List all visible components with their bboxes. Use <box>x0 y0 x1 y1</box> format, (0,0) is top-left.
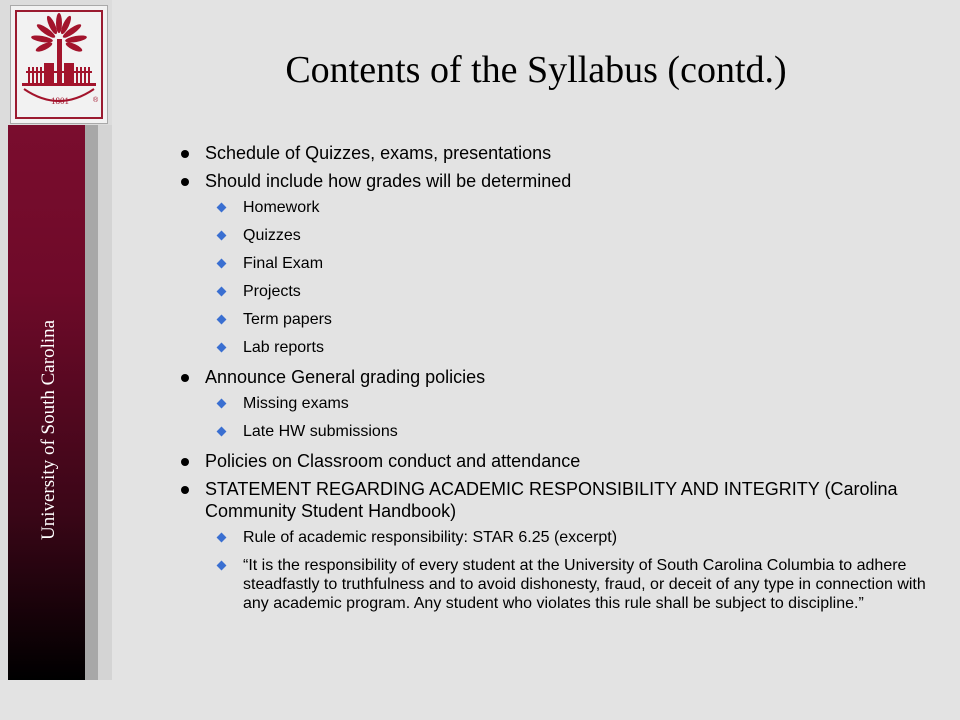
bullet-text: Should include how grades will be determined <box>205 171 572 191</box>
diamond-bullet-icon <box>217 533 227 543</box>
bullet-text: Policies on Classroom conduct and attendance <box>205 451 581 471</box>
bullet-schedule <box>174 142 954 164</box>
logo-registered-mark: ® <box>93 97 99 104</box>
sub-bullet-text: Homework <box>243 199 320 216</box>
university-name: University of South Carolina <box>38 319 59 540</box>
diamond-bullet-icon <box>217 399 227 409</box>
diamond-bullet-icon <box>217 203 227 213</box>
sub-bullet-text: Projects <box>243 283 301 300</box>
sub-bullet-quizzes <box>174 226 954 245</box>
bullet-dot-icon <box>181 486 189 494</box>
bullet-conduct <box>174 450 954 472</box>
slide-title: Contents of the Syllabus (contd.) <box>285 49 787 91</box>
bullet-dot-icon <box>181 374 189 382</box>
bullet-grades <box>174 170 954 192</box>
bullet-dot-icon <box>181 150 189 158</box>
sidebar <box>0 0 112 680</box>
sub-bullet-text: Quizzes <box>243 227 301 244</box>
university-logo <box>10 5 108 124</box>
light-side-strip <box>98 125 112 680</box>
sub-bullet-missing-exams <box>174 394 954 413</box>
sub-bullet-text: Rule of academic responsibility: STAR 6.25 (excerpt) <box>243 529 618 546</box>
sub-bullet-projects <box>174 282 954 301</box>
sub-bullet-text: Missing exams <box>243 395 349 412</box>
sub-bullet-lab-reports <box>174 338 954 357</box>
sub-bullet-homework <box>174 198 954 217</box>
sub-bullet-text: “It is the responsibility of every student at the University of South Carolina Columbia to adhere steadfastly to truthfulness and to avoid dishonesty, fraud, or deceit of any type in connection with any academic program. Any student who violates this rule shall be subject to discipline.” <box>243 557 926 612</box>
bullet-dot-icon <box>181 178 189 186</box>
sub-bullet-responsibility-quote <box>174 556 954 613</box>
sub-bullet-text: Lab reports <box>243 339 324 356</box>
bullet-dot-icon <box>181 458 189 466</box>
logo-year: 1801 <box>51 96 69 106</box>
gray-side-strip <box>85 125 98 680</box>
diamond-bullet-icon <box>217 259 227 269</box>
sub-bullet-text: Term papers <box>243 311 332 328</box>
diamond-bullet-icon <box>217 343 227 353</box>
sub-bullet-text: Final Exam <box>243 255 324 272</box>
palmetto-logo-icon <box>14 9 104 120</box>
bullet-academic-statement <box>174 478 954 522</box>
diamond-bullet-icon <box>217 561 227 571</box>
bullet-grading-policies <box>174 366 954 388</box>
sub-bullet-term-papers <box>174 310 954 329</box>
slide-content <box>174 142 954 622</box>
bullet-text: STATEMENT REGARDING ACADEMIC RESPONSIBILITY AND INTEGRITY (Carolina Community Student Handbook) <box>205 479 898 521</box>
bullet-text: Schedule of Quizzes, exams, presentations <box>205 143 552 163</box>
sub-bullet-text: Late HW submissions <box>243 423 398 440</box>
diamond-bullet-icon <box>217 231 227 241</box>
bullet-text: Announce General grading policies <box>205 367 486 387</box>
diamond-bullet-icon <box>217 315 227 325</box>
sub-bullet-final-exam <box>174 254 954 273</box>
sub-bullet-star-rule <box>174 528 954 547</box>
sub-bullet-late-hw <box>174 422 954 441</box>
diamond-bullet-icon <box>217 287 227 297</box>
diamond-bullet-icon <box>217 427 227 437</box>
